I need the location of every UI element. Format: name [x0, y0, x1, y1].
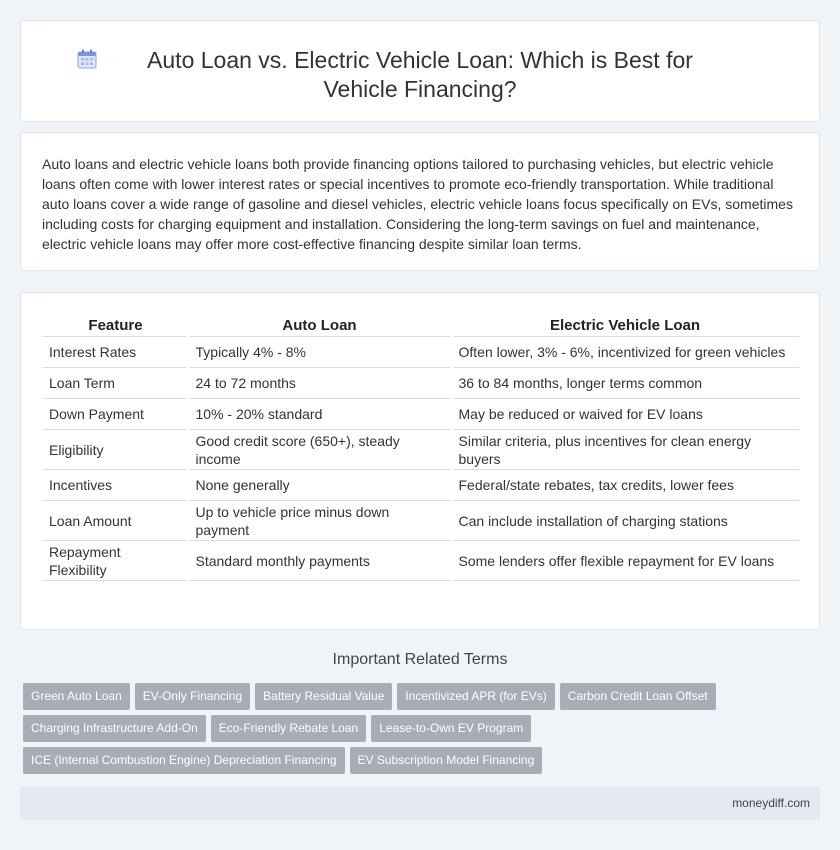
auto-loan-cell: Typically 4% - 8%	[188, 337, 451, 368]
related-terms-list	[23, 683, 823, 774]
related-term-tag[interactable]: Battery Residual Value	[255, 683, 392, 710]
feature-cell: Eligibility	[43, 430, 188, 470]
feature-cell: Loan Term	[43, 368, 188, 399]
intro-paragraph: Auto loans and electric vehicle loans both provide financing options tailored to purchasing vehicles, but electric vehicle loans often come with lower interest rates or special incentives to promote eco-friendly transportation. While traditional auto loans cover a wide range of gasoline and diesel vehicles, electric vehicle loans focus specifically on EVs, sometimes including costs for charging equipment and installation. Considering the long-term savings on fuel and maintenance, electric vehicle loans may offer more cost-effective financing despite similar loan terms.	[42, 156, 793, 252]
feature-cell: Loan Amount	[43, 501, 188, 541]
related-term-tag[interactable]: Green Auto Loan	[23, 683, 130, 710]
ev-loan-cell: 36 to 84 months, longer terms common	[451, 368, 799, 399]
feature-cell: Incentives	[43, 470, 188, 501]
table-header-row	[43, 313, 799, 337]
auto-loan-cell: Standard monthly payments	[188, 541, 451, 581]
auto-loan-cell: Up to vehicle price minus down payment	[188, 501, 451, 541]
table-row	[43, 337, 799, 368]
ev-loan-cell: Some lenders offer flexible repayment for EV loans	[451, 541, 799, 581]
related-term-tag[interactable]: Carbon Credit Loan Offset	[560, 683, 716, 710]
comparison-table	[43, 313, 799, 581]
ev-loan-cell: Can include installation of charging stations	[451, 501, 799, 541]
intro-card	[20, 132, 820, 271]
table-row	[43, 430, 799, 470]
title-card	[20, 20, 820, 122]
feature-cell: Down Payment	[43, 399, 188, 430]
feature-cell: Repayment Flexibility	[43, 541, 188, 581]
table-row	[43, 501, 799, 541]
ev-loan-cell: Federal/state rebates, tax credits, lower fees	[451, 470, 799, 501]
header-feature: Feature	[43, 313, 188, 337]
auto-loan-cell: None generally	[188, 470, 451, 501]
table-row	[43, 399, 799, 430]
page-title: Auto Loan vs. Electric Vehicle Loan: Which is Best for Vehicle Financing?	[147, 47, 693, 102]
related-term-tag[interactable]: Eco-Friendly Rebate Loan	[211, 715, 366, 742]
ev-loan-cell: May be reduced or waived for EV loans	[451, 399, 799, 430]
ev-loan-cell: Similar criteria, plus incentives for clean energy buyers	[451, 430, 799, 470]
footer-brand[interactable]: moneydiff.com	[732, 796, 810, 810]
auto-loan-cell: 10% - 20% standard	[188, 399, 451, 430]
related-term-tag[interactable]: Lease-to-Own EV Program	[371, 715, 531, 742]
table-row	[43, 368, 799, 399]
footer	[20, 786, 820, 820]
auto-loan-cell: 24 to 72 months	[188, 368, 451, 399]
related-term-tag[interactable]: ICE (Internal Combustion Engine) Depreciation Financing	[23, 747, 345, 774]
comparison-card	[20, 292, 820, 630]
header-auto-loan: Auto Loan	[188, 313, 451, 337]
related-term-tag[interactable]: Incentivized APR (for EVs)	[397, 683, 554, 710]
related-term-tag[interactable]: EV Subscription Model Financing	[350, 747, 543, 774]
feature-cell: Interest Rates	[43, 337, 188, 368]
related-terms-title: Important Related Terms	[332, 651, 508, 668]
table-row	[43, 541, 799, 581]
related-term-tag[interactable]: Charging Infrastructure Add-On	[23, 715, 206, 742]
related-term-tag[interactable]: EV-Only Financing	[135, 683, 250, 710]
auto-loan-cell: Good credit score (650+), steady income	[188, 430, 451, 470]
ev-loan-cell: Often lower, 3% - 6%, incentivized for green vehicles	[451, 337, 799, 368]
header-ev-loan: Electric Vehicle Loan	[451, 313, 799, 337]
table-row	[43, 470, 799, 501]
